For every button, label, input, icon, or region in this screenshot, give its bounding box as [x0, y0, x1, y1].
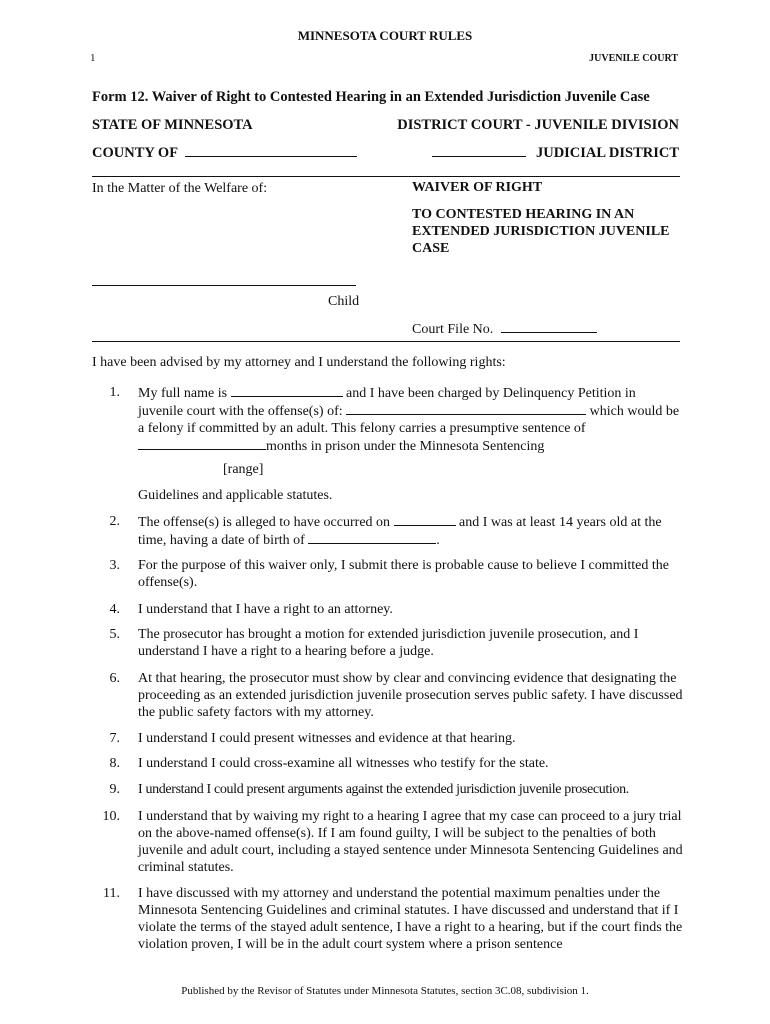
- item-text: and I was at least 14 years old at the time, having a date of birth of: [138, 515, 662, 548]
- doc-title-line2: TO CONTESTED HEARING IN AN EXTENDED JURISDICTION JUVENILE CASE: [412, 207, 670, 256]
- caption-rule-bottom: [92, 341, 680, 342]
- state-label: STATE OF MINNESOTA: [92, 117, 253, 133]
- offense-blank[interactable]: [346, 402, 586, 415]
- court-file-line: [412, 320, 597, 338]
- matter-label: In the Matter of the Welfare of:: [92, 181, 268, 196]
- item-number: 3.: [109, 558, 120, 573]
- item-number: 1.: [109, 385, 120, 400]
- list-item-7: [92, 730, 684, 747]
- court-file-label: Court File No.: [412, 322, 494, 337]
- list-item-5: [92, 626, 684, 660]
- list-item-8: [92, 755, 684, 772]
- list-item-9: [92, 781, 684, 798]
- item-text: I understand that I have a right to an attorney.: [138, 602, 393, 617]
- county-line: [92, 143, 357, 162]
- list-item-3: [92, 557, 684, 591]
- item-number: 7.: [109, 731, 120, 746]
- list-item-2: [92, 513, 684, 549]
- months-blank[interactable]: [138, 437, 266, 450]
- child-label: Child: [328, 294, 360, 309]
- item-text: months in prison under the Minnesota Sentencing: [266, 439, 545, 454]
- item-text: For the purpose of this waiver only, I submit there is probable cause to believe I committed the offense(s).: [138, 558, 669, 590]
- district-line: [432, 143, 679, 162]
- page-footer: Published by the Revisor of Statutes under Minnesota Statutes, section 3C.08, subdivision 1.: [181, 985, 589, 997]
- county-blank[interactable]: [185, 143, 357, 157]
- district-blank[interactable]: [432, 143, 526, 157]
- item-number: 10.: [102, 809, 120, 824]
- birth-date-blank[interactable]: [308, 531, 436, 544]
- item-number: 8.: [109, 756, 120, 771]
- item-number: 2.: [109, 514, 120, 529]
- child-name-blank[interactable]: [92, 285, 356, 286]
- offense-date-blank[interactable]: [394, 513, 456, 526]
- item-number: 11.: [103, 886, 120, 901]
- list-item-11: [92, 885, 684, 953]
- item-text: I understand that by waiving my right to a hearing I agree that my case can proceed to a jury trial on the above-named offense(s). If I am found guilty, I will be subject to the penalties of both juvenile and adult court, including a stayed sentence under Minnesota Sentencing Guidelines and criminal statutes.: [138, 809, 683, 875]
- county-label: COUNTY OF: [92, 145, 178, 161]
- list-item-10: [92, 808, 684, 876]
- item-number: 6.: [109, 671, 120, 686]
- header-section: JUVENILE COURT: [589, 53, 678, 64]
- item-text: I understand I could present arguments against the extended jurisdiction juvenile prosecution.: [138, 782, 629, 797]
- intro-text: I have been advised by my attorney and I understand the following rights:: [92, 355, 506, 370]
- item-text: At that hearing, the prosecutor must show by clear and convincing evidence that designating the proceeding as an extended jurisdiction juvenile prosecution serves public safety. I have discussed the public safety factors with my attorney.: [138, 671, 683, 720]
- court-file-blank[interactable]: [501, 320, 597, 333]
- full-name-blank[interactable]: [231, 384, 343, 397]
- doc-title-line1: WAIVER OF RIGHT: [412, 180, 543, 195]
- item-text: I understand I could cross-examine all witnesses who testify for the state.: [138, 756, 549, 771]
- item-number: 5.: [109, 627, 120, 642]
- item-1-continuation: Guidelines and applicable statutes.: [138, 488, 333, 503]
- item-number: 9.: [109, 782, 120, 797]
- item-text: I have discussed with my attorney and understand the potential maximum penalties under the Minnesota Sentencing Guidelines and criminal statutes. I have discussed and understand that if I violate the terms of the stayed adult sentence, I have a right to a hearing, but if the court finds the violation proven, I will be in the adult court system where a prison sentence: [138, 886, 683, 952]
- item-text: which would be a felony if committed by an adult. This felony carries a presumptive sentence of: [138, 404, 680, 436]
- header-title: MINNESOTA COURT RULES: [297, 28, 473, 43]
- item-text: and I have been charged by Delinquency Petition in juvenile court with the offense(s) of:: [138, 386, 636, 419]
- item-text: .: [436, 533, 440, 548]
- form-title: Form 12. Waiver of Right to Contested Hearing in an Extended Jurisdiction Juvenile Case: [92, 89, 650, 105]
- item-text: The offense(s) is alleged to have occurred on: [138, 515, 391, 530]
- list-item-4: [92, 601, 684, 618]
- page-number: 1: [90, 52, 96, 64]
- range-label: [range]: [223, 462, 264, 477]
- court-label: DISTRICT COURT - JUVENILE DIVISION: [397, 117, 679, 133]
- item-text: My full name is: [138, 386, 228, 401]
- list-item-1: [92, 384, 684, 455]
- district-label: JUDICIAL DISTRICT: [535, 145, 679, 161]
- item-text: The prosecutor has brought a motion for extended jurisdiction juvenile prosecution, and I understand I have a right to a hearing before a judge.: [138, 627, 639, 659]
- item-text: I understand I could present witnesses and evidence at that hearing.: [138, 731, 516, 746]
- caption-rule-top: [92, 176, 680, 177]
- list-item-6: [92, 670, 684, 721]
- item-number: 4.: [109, 602, 120, 617]
